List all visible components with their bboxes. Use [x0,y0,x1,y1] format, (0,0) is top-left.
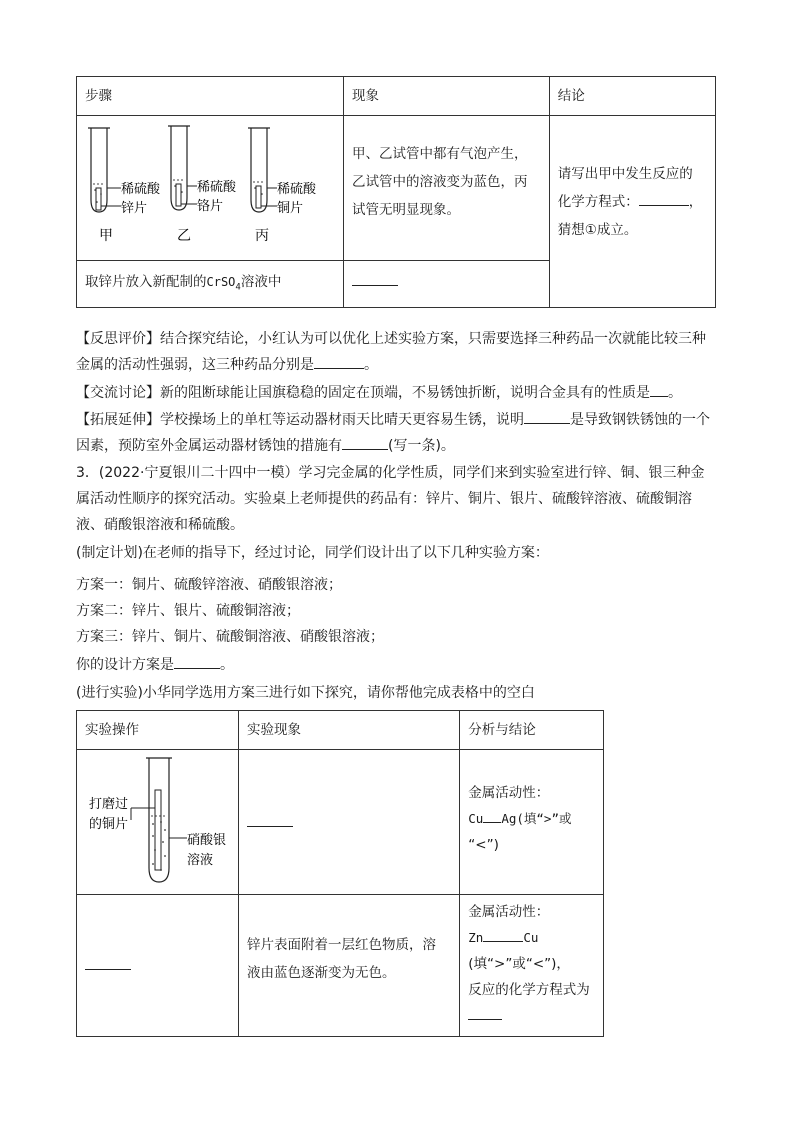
table2-row2-operation [77,895,239,1037]
experiment-intro: (进行实验)小华同学选用方案三进行如下探究，请你帮他完成表格中的空白 [76,685,535,701]
alloy-property-blank[interactable] [650,382,668,397]
experiment-table-1 [76,76,716,308]
plan-1: 方案一：铜片、硫酸锌溶液、硝酸银溶液； [76,577,342,593]
silver-nitrate-label-line1: 硝酸银 [187,833,227,848]
table2-header-operation: 实验操作 [77,711,239,750]
tube-yi-name: 乙 [177,228,191,244]
copper-tube-diagram-cell [77,750,239,895]
plan-2: 方案二：锌片、银片、硫酸铜溶液； [76,603,300,619]
your-plan: 你的设计方案是 。 [76,652,716,678]
tube-yi-metal: 铬片 [197,199,224,214]
table1-header-phenomenon: 现象 [343,77,549,116]
tube-jia-reagent: 稀硫酸 [121,182,161,197]
exchange-paragraph: 【交流讨论】新的阻断球能让国旗稳稳的固定在顶端，不易锈蚀折断，说明合金具有的性质是 。 [76,380,716,406]
tube-yi-reagent: 稀硫酸 [197,180,237,195]
reflect-paragraph: 【反思评价】结合探究结论，小红认为可以优化上述实验方案，只需要选择三种药品一次就能比较三种 金属的活动性强弱，这三种药品分别是 。 [76,331,706,373]
tube-bing-reagent: 稀硫酸 [277,182,317,197]
table2-row1-conclusion: 金属活动性： Cu Ag(填“>”或 “<”) [460,750,604,895]
experiment-table-2 [76,710,604,1037]
table1-header-conclusion: 结论 [549,77,715,116]
extend-paragraph: 【拓展延伸】学校操场上的单杠等运动器材雨天比晴天更容易生锈，说明 是导致钢铁锈蚀的一个 因素，预防室外金属运动器材锈蚀的措施有 (写一条)。 [76,407,716,459]
table2-row1-phenomenon [238,750,459,895]
test-tubes-diagram [77,116,341,260]
table2-header-phenomenon: 实验现象 [238,711,459,750]
zinc-equation-blank[interactable] [468,1005,502,1020]
table1-row2-phenomenon [343,261,549,308]
phenomenon-blank[interactable] [352,271,398,286]
zn-cu-blank[interactable] [483,927,523,942]
copper-label-line2: 的铜片 [89,817,129,832]
zinc-operation-blank[interactable] [85,955,131,970]
copper-tube-diagram [77,750,237,894]
plan-3: 方案三：锌片、铜片、硫酸铜溶液、硝酸银溶液； [76,629,384,645]
copper-label-line1: 打磨过 [89,797,129,812]
tube-jia-metal: 锌片 [121,201,148,216]
table2-row2-conclusion: 金属活动性： Zn Cu (填“>”或“<”)， 反应的化学方程式为 [460,895,604,1037]
question-3-paragraph: 3．(2022·宁夏银川二十四中一模）学习完金属的化学性质，同学们来到实验室进行锌、铜、银三种金 属活动性顺序的探究活动。实验桌上老师提供的药品有：锌片、铜片、银片、硫酸锌溶液、硫酸铜溶 液、硝酸银溶液和稀硫酸。 [76,465,705,533]
test-tube-bing [248,128,277,212]
tube-bing-name: 丙 [255,228,269,244]
table1-header-step: 步骤 [77,77,344,116]
cu-ag-blank[interactable] [483,808,501,823]
equation-blank-1[interactable] [639,191,689,206]
reagents-blank[interactable] [314,354,364,369]
test-tubes-diagram-cell [77,116,344,261]
prevention-blank[interactable] [342,435,388,450]
rust-factor-blank[interactable] [524,409,570,424]
tube-bing-metal: 铜片 [277,201,304,216]
test-tube-yi [168,126,197,210]
plan-intro: (制定计划)在老师的指导下，经过讨论，同学们设计出了以下几种实验方案： [76,545,549,561]
table1-conclusion: 请写出甲中发生反应的 化学方程式： ， 猜想①成立。 [549,116,715,308]
table1-row1-phenomenon: 甲、乙试管中都有气泡产生， 乙试管中的溶液变为蓝色，丙 试管无明显现象。 [343,116,549,261]
table2-row2-phenomenon: 锌片表面附着一层红色物质，溶 液由蓝色逐渐变为无色。 [238,895,459,1037]
table1-row2-step: 取锌片放入新配制的CrSO$_4$溶液中 [77,261,344,308]
copper-phenomenon-blank[interactable] [247,812,293,827]
silver-nitrate-label-line2: 溶液 [187,853,214,868]
tube-jia-name: 甲 [99,228,113,244]
table2-header-conclusion: 分析与结论 [460,711,604,750]
your-plan-blank[interactable] [174,654,220,669]
test-tube-jia [88,128,121,212]
